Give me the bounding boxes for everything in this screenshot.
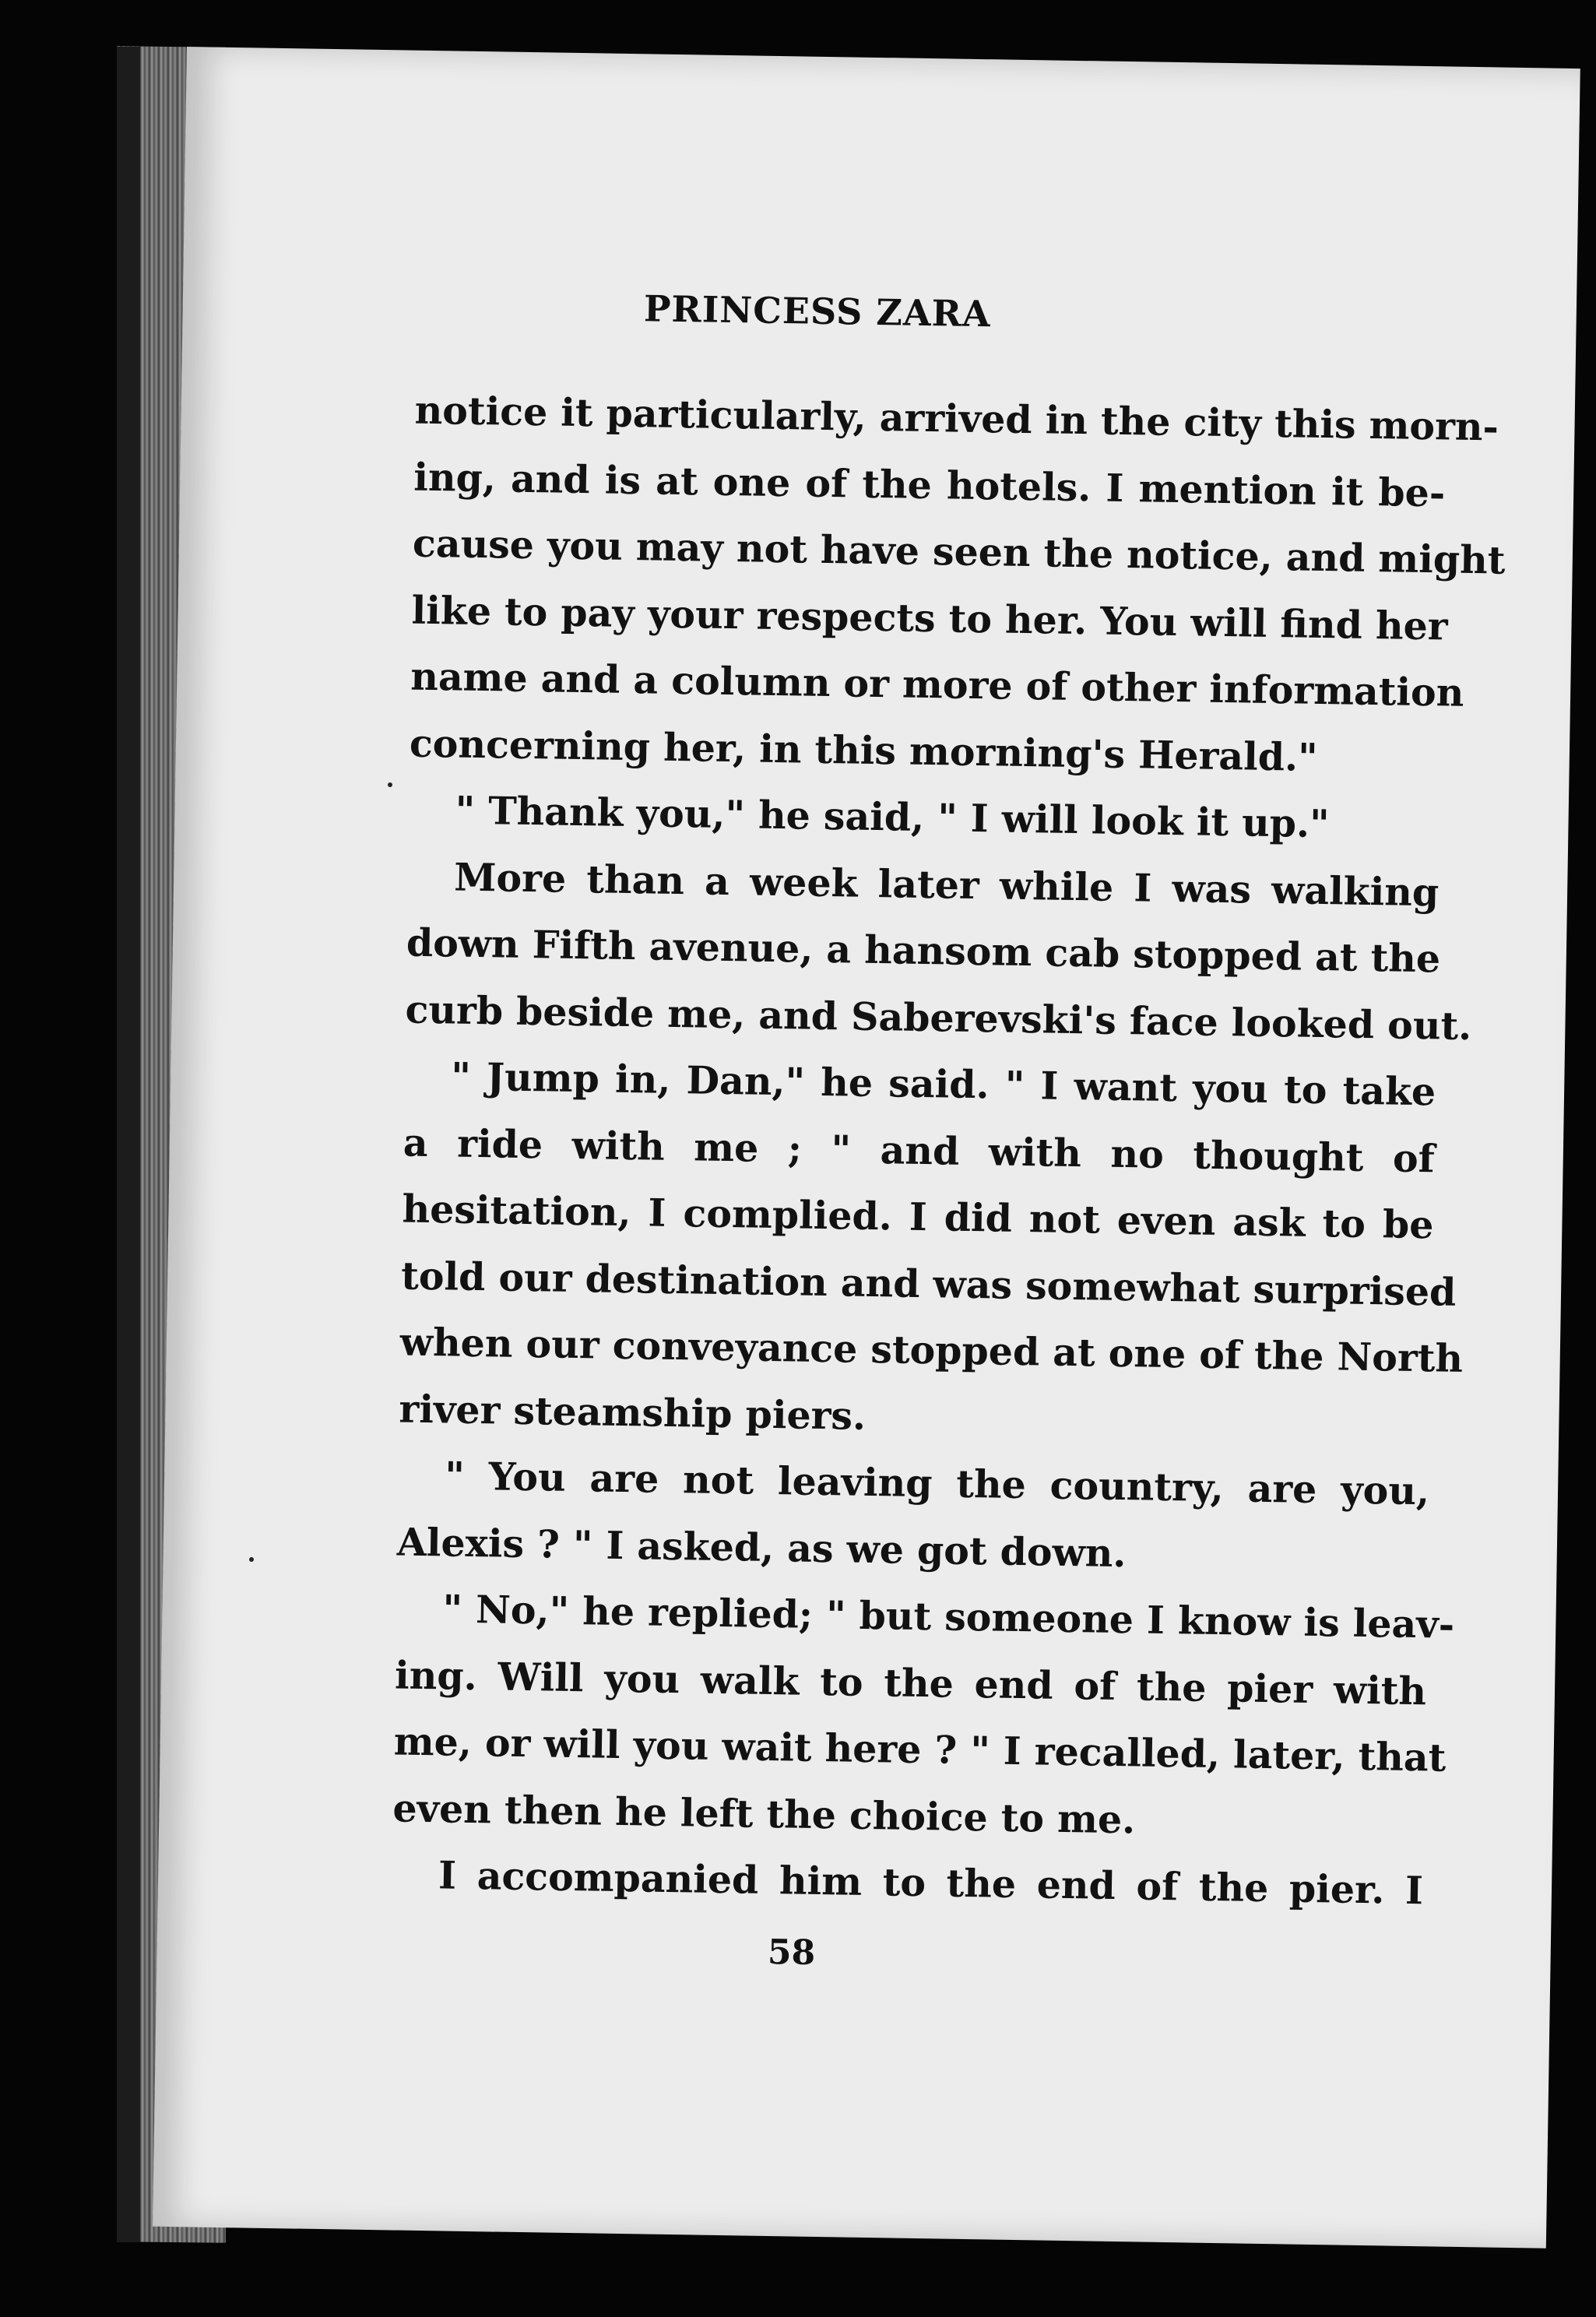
text-line: a ride with me ; " and with no thought of <box>403 1120 1436 1181</box>
body-text <box>391 378 1506 1925</box>
page-number: 58 <box>767 1932 816 1973</box>
text-line: " Jump in, Dan," he said. " I want you to take <box>450 1053 1436 1115</box>
book-spine-shadow <box>117 47 140 2242</box>
text-line: me, or will you wait here ? " I recalled, later, that <box>393 1718 1447 1781</box>
text-line: down Fifth avenue, a hansom cab stopped at the <box>406 919 1441 982</box>
text-line: hesitation, I complied. I did not even ask to be <box>402 1186 1434 1248</box>
page-sheet <box>153 47 1580 2248</box>
text-line: like to pay your respects to her. You will find her <box>411 587 1449 649</box>
scan-speck <box>388 782 392 787</box>
text-line: even then he left the choice to me. <box>392 1784 1136 1842</box>
text-line: told our destination and was somewhat surprised <box>400 1253 1457 1315</box>
text-line: ing. Will you walk to the end of the pier with <box>394 1651 1427 1714</box>
text-line: notice it particularly, arrived in the city this morn- <box>414 387 1499 450</box>
text-line: I accompanied him to the end of the pier. I <box>438 1852 1424 1914</box>
text-line: More than a week later while I was walking <box>453 854 1440 915</box>
text-line: curb beside me, and Saberevski's face looked out. <box>405 986 1472 1049</box>
text-line: " You are not leaving the country, are you, <box>444 1453 1430 1514</box>
text-line: " No," he replied; " but someone I know is leav- <box>442 1586 1455 1647</box>
text-line: concerning her, in this morning's Herald." <box>409 720 1319 780</box>
text-line: Alexis ? " I asked, as we got down. <box>396 1518 1127 1576</box>
running-head: PRINCESS ZARA <box>643 287 992 336</box>
text-line: name and a column or more of other information <box>410 653 1464 715</box>
scan-speck <box>249 1557 254 1562</box>
text-line: river steamship piers. <box>399 1386 867 1439</box>
text-line: cause you may not have seen the notice, and might <box>412 520 1506 583</box>
text-line: when our conveyance stopped at one of the North <box>399 1319 1464 1381</box>
text-line: " Thank you," he said, " I will look it up." <box>455 787 1331 847</box>
text-line: ing, and is at one of the hotels. I mention it be- <box>413 454 1446 515</box>
